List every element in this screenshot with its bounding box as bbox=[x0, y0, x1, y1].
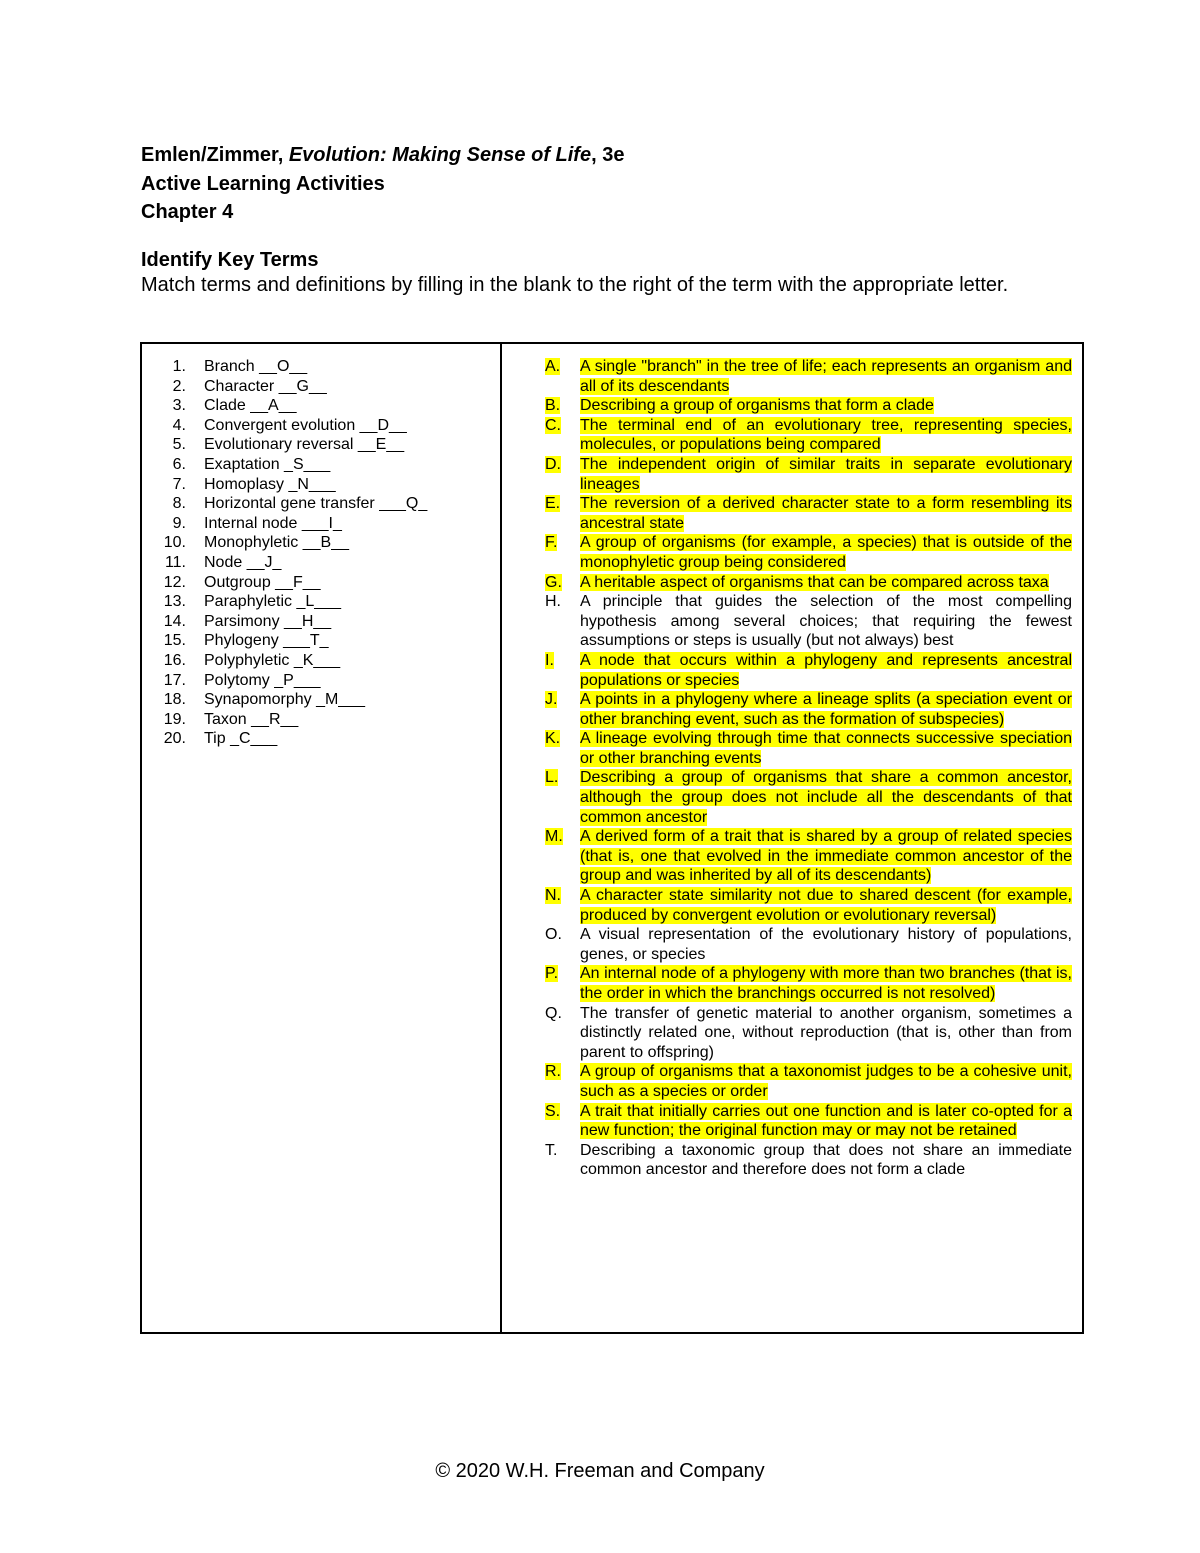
term-text: Node __J_ bbox=[204, 553, 282, 571]
definition-letter bbox=[502, 592, 580, 651]
definition-text bbox=[580, 1062, 1072, 1101]
term-text: Phylogeny ___T_ bbox=[204, 632, 329, 650]
document-header bbox=[141, 141, 1071, 227]
definition-item bbox=[502, 964, 1072, 1003]
definition-text-content: A single "branch" in the tree of life; each represents an organism and all of its descendants bbox=[580, 358, 1072, 395]
term-item bbox=[142, 573, 500, 593]
definition-item bbox=[502, 690, 1072, 729]
key-terms-section bbox=[141, 248, 1061, 298]
definition-text-content: The independent origin of similar traits in separate evolutionary lineages bbox=[580, 455, 1072, 493]
term-item bbox=[142, 435, 500, 455]
term-number: 15. bbox=[163, 632, 186, 650]
term-item bbox=[142, 631, 500, 651]
term-item bbox=[142, 455, 500, 475]
term-text: Tip _C___ bbox=[204, 730, 278, 748]
term-number: 11. bbox=[164, 553, 186, 571]
definition-letter bbox=[502, 690, 580, 729]
definition-text-content: A node that occurs within a phylogeny and represents ancestral populations or species bbox=[580, 651, 1072, 689]
term-number: 16. bbox=[163, 651, 186, 669]
term-text: Horizontal gene transfer ___Q_ bbox=[204, 495, 428, 513]
definition-text bbox=[580, 416, 1072, 455]
term-number: 9. bbox=[172, 514, 186, 532]
definition-letter bbox=[502, 964, 580, 1003]
definition-item bbox=[502, 1102, 1072, 1141]
definition-letter bbox=[502, 573, 580, 593]
term-item bbox=[142, 396, 500, 416]
definition-item bbox=[502, 1062, 1072, 1101]
definition-text bbox=[580, 455, 1072, 494]
definition-text-content: The transfer of genetic material to another organism, sometimes a distinctly related one, without reproduction (that is, other than from parent to offspring) bbox=[580, 1004, 1072, 1061]
definition-text bbox=[580, 592, 1072, 651]
definition-text bbox=[580, 651, 1072, 690]
definition-letter bbox=[502, 827, 580, 886]
term-text: Polytomy _P___ bbox=[204, 671, 321, 689]
term-text: Parsimony __H__ bbox=[204, 612, 332, 630]
definition-letter-text: C. bbox=[545, 416, 561, 434]
definition-item bbox=[502, 729, 1072, 768]
term-item bbox=[142, 651, 500, 671]
definition-list bbox=[502, 344, 1082, 1180]
term-item bbox=[142, 475, 500, 495]
definition-text-content: A group of organisms (for example, a species) that is outside of the monophyletic group being considered bbox=[580, 534, 1072, 571]
definition-text bbox=[580, 1141, 1072, 1180]
definition-text bbox=[580, 690, 1072, 729]
term-list bbox=[142, 344, 500, 749]
term-item bbox=[142, 671, 500, 691]
definition-text bbox=[580, 494, 1072, 533]
term-number: 17. bbox=[163, 671, 186, 689]
term-item bbox=[142, 553, 500, 573]
definition-letter-text: K. bbox=[545, 730, 561, 748]
definition-letter-text: B. bbox=[545, 397, 561, 415]
definition-letter bbox=[502, 886, 580, 925]
term-item bbox=[142, 729, 500, 749]
term-text: Internal node ___I_ bbox=[204, 514, 342, 532]
definition-item bbox=[502, 592, 1072, 651]
definition-text-content: Describing a group of organisms that form a clade bbox=[580, 397, 934, 415]
term-number: 14. bbox=[163, 612, 186, 630]
definition-letter-text: P. bbox=[545, 965, 559, 983]
term-number: 18. bbox=[163, 691, 186, 709]
section-instructions: Match terms and definitions by filling in the blank to the right of the term with the appropriate letter. bbox=[141, 274, 1009, 296]
definition-letter-text: A. bbox=[545, 358, 561, 375]
definition-text bbox=[580, 533, 1072, 572]
definition-text-content: Describing a taxonomic group that does not share an immediate common ancestor and therefore does not form a clade bbox=[580, 1141, 1072, 1179]
term-text: Homoplasy _N___ bbox=[204, 475, 336, 493]
term-text: Branch __O__ bbox=[204, 358, 308, 375]
definition-letter-text: Q. bbox=[545, 1004, 562, 1022]
term-number: 6. bbox=[172, 455, 186, 473]
definition-text-content: A lineage evolving through time that connects successive speciation or other branching events bbox=[580, 730, 1072, 767]
definition-letter-text: H. bbox=[545, 593, 561, 611]
term-text: Convergent evolution __D__ bbox=[204, 416, 407, 434]
definition-text bbox=[580, 729, 1072, 768]
term-item bbox=[142, 357, 500, 377]
definition-letter bbox=[502, 455, 580, 494]
definition-item bbox=[502, 494, 1072, 533]
book-title: Evolution: Making Sense of Life bbox=[288, 144, 592, 166]
definition-letter-text: O. bbox=[545, 926, 562, 944]
definition-text-content: A points in a phylogeny where a lineage splits (a speciation event or other branching event, such as the formation of subspecies) bbox=[580, 691, 1072, 728]
term-item bbox=[142, 533, 500, 553]
definition-letter-text: E. bbox=[545, 495, 561, 513]
definition-letter-text: D. bbox=[545, 455, 561, 473]
definition-item bbox=[502, 827, 1072, 886]
definition-letter-text: S. bbox=[545, 1102, 561, 1120]
term-item bbox=[142, 514, 500, 534]
definition-letter-text: L. bbox=[545, 769, 559, 787]
definition-text bbox=[580, 396, 1072, 416]
definition-letter bbox=[502, 729, 580, 768]
author-names: Emlen/Zimmer, bbox=[141, 144, 289, 166]
definition-letter bbox=[502, 494, 580, 533]
definition-text bbox=[580, 768, 1072, 827]
term-text: Synapomorphy _M___ bbox=[204, 691, 365, 709]
term-text: Taxon __R__ bbox=[204, 710, 299, 728]
definition-text-content: A visual representation of the evolutionary history of populations, genes, or species bbox=[580, 926, 1072, 963]
definition-text bbox=[580, 827, 1072, 886]
term-item bbox=[142, 494, 500, 514]
term-text: Monophyletic __B__ bbox=[204, 534, 349, 552]
term-number: 19. bbox=[163, 710, 186, 728]
term-text: Outgroup __F__ bbox=[204, 573, 321, 591]
section-title: Identify Key Terms bbox=[141, 249, 319, 271]
definitions-column bbox=[501, 343, 1083, 1333]
term-number: 13. bbox=[163, 593, 186, 611]
term-number: 4. bbox=[172, 416, 186, 434]
chapter-heading: Chapter 4 bbox=[141, 201, 234, 223]
term-number: 10. bbox=[163, 534, 186, 552]
definition-item bbox=[502, 651, 1072, 690]
definition-item bbox=[502, 573, 1072, 593]
term-item bbox=[142, 612, 500, 632]
definition-letter bbox=[502, 396, 580, 416]
definition-text bbox=[580, 886, 1072, 925]
definition-letter bbox=[502, 1141, 580, 1180]
definition-text-content: A character state similarity not due to shared descent (for example, produced by convergent evolution or evolutionary reversal) bbox=[580, 887, 1072, 924]
activity-heading: Active Learning Activities bbox=[141, 172, 385, 195]
term-text: Exaptation _S___ bbox=[204, 455, 331, 473]
definition-text-content: A trait that initially carries out one function and is later co-opted for a new function; the original function may or may not be retained bbox=[580, 1102, 1072, 1140]
term-item bbox=[142, 690, 500, 710]
definition-item bbox=[502, 886, 1072, 925]
term-item bbox=[142, 416, 500, 436]
terms-column bbox=[141, 343, 501, 1333]
definition-letter bbox=[502, 925, 580, 964]
term-text: Paraphyletic _L___ bbox=[204, 593, 341, 611]
definition-text-content: A principle that guides the selection of the most compelling hypothesis among several choices; that requiring the fewest assumptions or steps is usually (but not always) best bbox=[580, 593, 1072, 650]
definition-item bbox=[502, 533, 1072, 572]
definition-text-content: A group of organisms that a taxonomist judges to be a cohesive unit, such as a species or order bbox=[580, 1063, 1072, 1100]
term-text: Polyphyletic _K___ bbox=[204, 651, 341, 669]
definition-letter bbox=[502, 1102, 580, 1141]
definition-text-content: The terminal end of an evolutionary tree, representing species, molecules, or populations being compared bbox=[580, 416, 1072, 454]
definition-text bbox=[580, 1004, 1072, 1063]
definition-item bbox=[502, 1004, 1072, 1063]
matching-table bbox=[140, 342, 1084, 1334]
book-citation bbox=[141, 141, 1071, 170]
definition-letter-text: M. bbox=[545, 828, 563, 846]
copyright-footer: © 2020 W.H. Freeman and Company bbox=[435, 1460, 765, 1482]
definition-text-content: The reversion of a derived character state to a form resembling its ancestral state bbox=[580, 495, 1072, 532]
definition-item bbox=[502, 455, 1072, 494]
term-item bbox=[142, 377, 500, 397]
definition-text bbox=[580, 964, 1072, 1003]
definition-letter-text: F. bbox=[545, 534, 558, 552]
definition-text bbox=[580, 925, 1072, 964]
definition-text-content: An internal node of a phylogeny with more than two branches (that is, the order in which the branchings occurred is not resolved) bbox=[580, 965, 1072, 1002]
term-number: 3. bbox=[172, 397, 186, 415]
definition-item bbox=[502, 396, 1072, 416]
definition-item bbox=[502, 768, 1072, 827]
edition: , 3e bbox=[591, 144, 625, 166]
term-number: 1. bbox=[172, 358, 186, 375]
term-text: Character __G__ bbox=[204, 377, 327, 395]
definition-text bbox=[580, 1102, 1072, 1141]
definition-letter-text: T. bbox=[545, 1141, 558, 1159]
term-number: 8. bbox=[172, 495, 186, 513]
definition-letter bbox=[502, 357, 580, 396]
definition-letter bbox=[502, 1004, 580, 1063]
definition-letter-text: N. bbox=[545, 887, 561, 905]
term-item bbox=[142, 710, 500, 730]
definition-text-content: A heritable aspect of organisms that can be compared across taxa bbox=[580, 573, 1049, 591]
definition-letter bbox=[502, 651, 580, 690]
definition-letter-text: R. bbox=[545, 1063, 561, 1081]
term-text: Clade __A__ bbox=[204, 397, 297, 415]
term-number: 7. bbox=[172, 475, 186, 493]
term-text: Evolutionary reversal __E__ bbox=[204, 436, 405, 454]
definition-letter bbox=[502, 1062, 580, 1101]
definition-item bbox=[502, 416, 1072, 455]
term-number: 5. bbox=[172, 436, 186, 454]
definition-item bbox=[502, 1141, 1072, 1180]
term-number: 20. bbox=[163, 730, 186, 748]
definition-text-content: A derived form of a trait that is shared by a group of related species (that is, one that evolved in the immediate common ancestor of the group and was inherited by all of its descendants) bbox=[580, 828, 1072, 885]
definition-text-content: Describing a group of organisms that share a common ancestor, although the group does not include all the descendants of that common ancestor bbox=[580, 769, 1072, 826]
definition-item bbox=[502, 357, 1072, 396]
definition-letter bbox=[502, 768, 580, 827]
definition-letter-text: G. bbox=[545, 573, 562, 591]
definition-letter-text: J. bbox=[545, 691, 558, 709]
term-number: 2. bbox=[172, 377, 186, 395]
definition-item bbox=[502, 925, 1072, 964]
definition-text bbox=[580, 357, 1072, 396]
definition-text bbox=[580, 573, 1072, 593]
term-item bbox=[142, 592, 500, 612]
definition-letter bbox=[502, 533, 580, 572]
term-number: 12. bbox=[163, 573, 186, 591]
definition-letter bbox=[502, 416, 580, 455]
definition-letter-text: I. bbox=[545, 651, 554, 669]
